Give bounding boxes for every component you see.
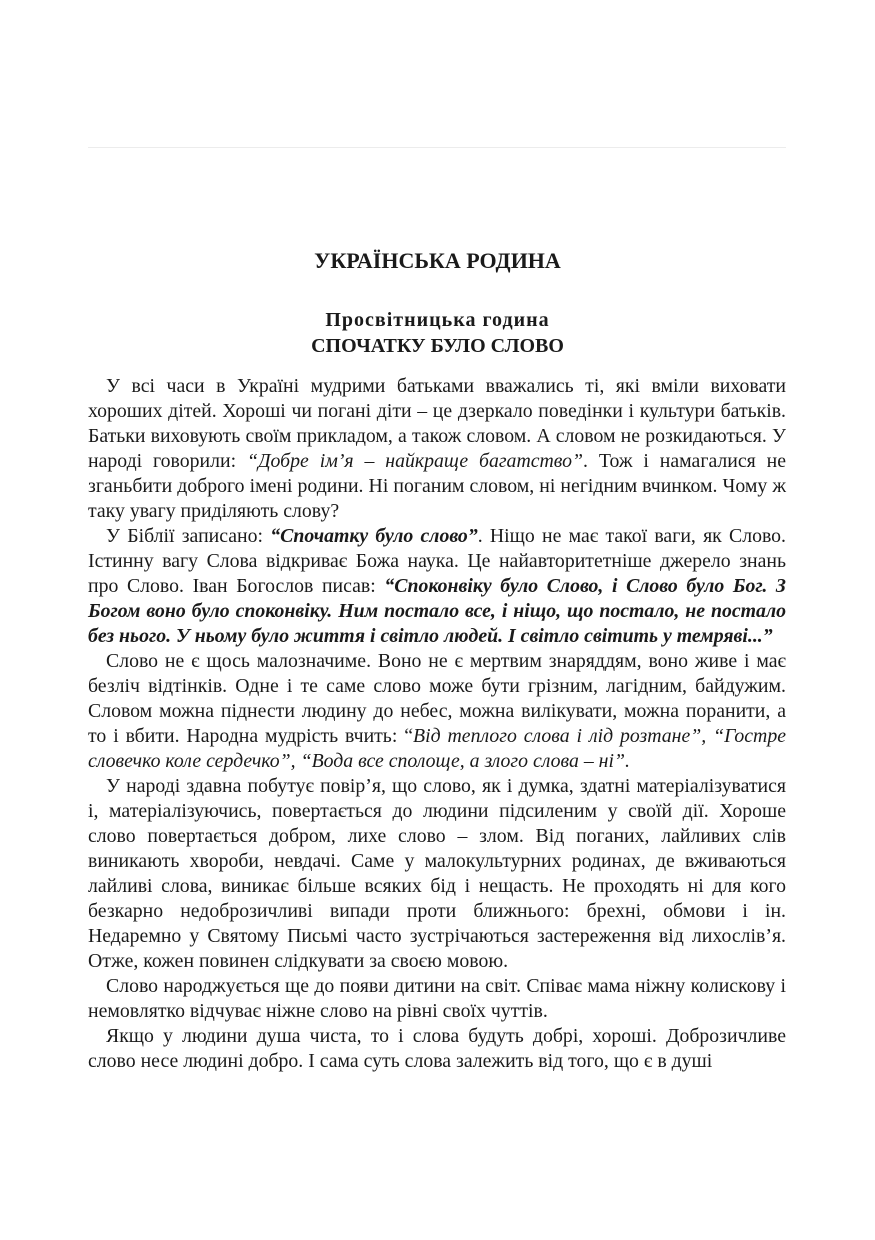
paragraph-6: Якщо у людини душа чиста, то і слова будуть добрі, хороші. Доброзичливе слово несе людині добро. І сама суть слова залежить від того, що є в душі [88, 1025, 786, 1072]
paragraph-1-text-b: . Тож і намагалися не зганьбити доброго імені родини. Ні поганим словом, ні негідним вчинком. Чому ж таку увагу приділяють слову? [88, 450, 786, 522]
folk-sayings-quote: Від теплого слова і лід розтане”, “Гостре словечко коле сердечко”, “Вода все сполоще, а злого слова – ні”. [88, 725, 786, 772]
paragraph-4: У народі здавна побутує повір’я, що слово, як і думка, здатні матеріалізуватися і, матеріалізуючись, повертається до людини підсиленим у своїй дії. Хороше слово повертається добром, лихе слово – злом. Від поганих, лайливих слів виникають хвороби, невдачі. Саме у малокультурних родинах, де вживаються лайливі слова, виникає більше всяких бід і нещасть. Не проходять ні для кого безкарно недоброзичливі випади проти ближнього: брехні, обмови і ін. Недаремно у Святому Письмі часто зустрічаються застереження від лихослів’я. Отже, кожен повинен слідкувати за своєю мовою. [88, 775, 786, 972]
section-title: СПОЧАТКУ БУЛО СЛОВО [311, 335, 564, 357]
subtitle: Просвітницька година [325, 309, 550, 331]
page-title: УКРАЇНСЬКА РОДИНА [314, 248, 561, 273]
paragraph-1-text-a: У всі часи в Україні мудрими батьками вважались ті, які вміли виховати хороших дітей. Хороші чи погані діти – це дзеркало поведінки і культури батьків. Батьки виховують своїм прикладом, а також словом. А словом не розкидаються. У народі говорили: [88, 375, 786, 472]
bible-quote-long: “Споконвіку було Слово, і Слово було Бог. З Богом воно було споконвіку. Ним постало все, і ніщо, що постало, не постало без нього. У ньому було життя і світло людей. І світло світить у темряві...” [88, 575, 786, 647]
paragraph-2 [88, 524, 786, 649]
paragraph-2-text-a: У Біблії записано: [106, 525, 271, 547]
proverb-quote: “Добре ім’я – найкраще багатство” [246, 450, 584, 472]
paragraph-3 [88, 649, 786, 774]
paragraph-5: Слово народжується ще до появи дитини на світ. Співає мама ніжну колискову і немовлятко відчуває ніжне слово на рівні своїх чуттів. [88, 975, 786, 1022]
paragraph-3-text: Слово не є щось малозначиме. Воно не є мертвим знаряддям, воно живе і має безліч відтінків. Одне і те саме слово може бути грізним, лагідним, байдужим. Словом можна піднести людину до небес, можна вилікувати, можна поранити, а то і вбити. Народна мудрість вчить: “ [88, 650, 786, 747]
paragraph-2-text-b: . Ніщо не має такої ваги, як Слово. Істинну вагу Слова відкриває Божа наука. Це найавторитетніше джерело знань про Слово. Іван Богослов писав: [88, 525, 787, 597]
header-divider [88, 147, 786, 148]
bible-quote-short: “Спочатку було слово” [270, 525, 478, 547]
paragraph-1 [88, 374, 786, 524]
body-text [88, 374, 786, 1074]
